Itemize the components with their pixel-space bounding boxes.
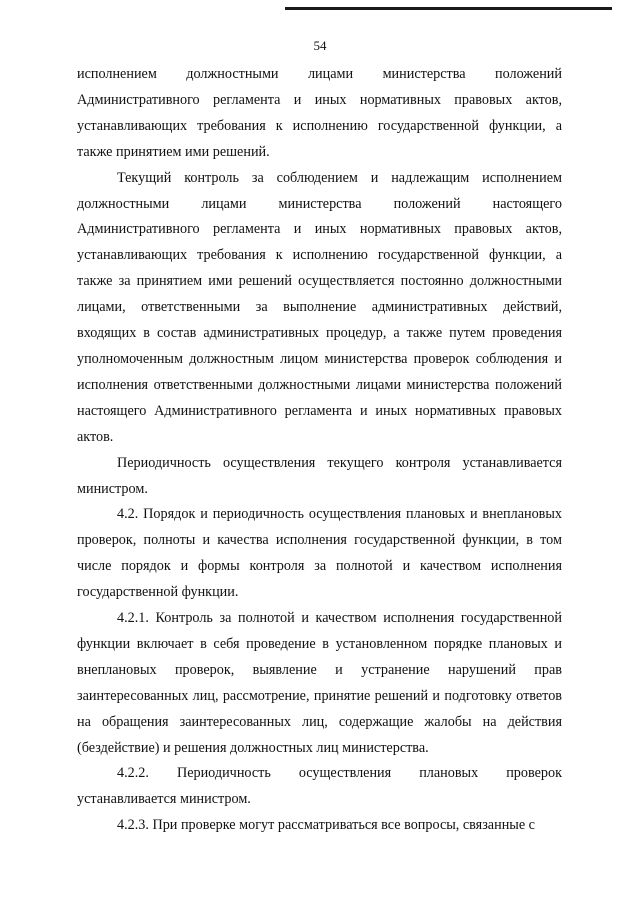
top-rule: [285, 7, 612, 10]
paragraph-4-2-2: 4.2.2. Периодичность осуществления плановых проверок устанавливается министром.: [77, 765, 562, 808]
paragraph-4-2-3: 4.2.3. При проверке могут рассматриваться все вопросы, связанные с: [117, 817, 535, 834]
page-number: 54: [313, 38, 327, 53]
document-body: [77, 62, 562, 839]
paragraph-4-2-1: 4.2.1. Контроль за полнотой и качеством исполнения государственной функции включает в себя проведение в установленном порядке плановых и внеплановых проверок, выявление и устранение нарушений прав заинтересованных лиц, рассмотрение, принятие решений и подготовку ответов на обращения заинтересованных лиц, содержащие жалобы на действия (бездействие) и решения должностных лиц министерства.: [77, 610, 562, 756]
paragraph-continuation: исполнением должностными лицами министерства положений Административного регламента и иных нормативных правовых актов, устанавливающих требования к исполнению государственной функции, а также принятием ими решений.: [77, 66, 562, 160]
paragraph-periodicity: Периодичность осуществления текущего контроля устанавливается министром.: [77, 454, 562, 497]
paragraph-4-2: 4.2. Порядок и периодичность осуществления плановых и внеплановых проверок, полноты и качества исполнения государственной функции, в том числе порядок и формы контроля за полнотой и качеством исполнения государственной функции.: [77, 506, 562, 601]
paragraph-current-control: Текущий контроль за соблюдением и надлежащим исполнением должностными лицами министерства положений настоящего Административного регламента и иных нормативных правовых актов, устанавливающих требования к исполнению государственной функции, а также за принятием ими решений осуществляется постоянно должностными лицами, ответственными за выполнение административных действий, входящих в состав административных процедур, а также путем проведения уполномоченным должностным лицом министерства проверок соблюдения и исполнения ответственными должностными лицами министерства положений настоящего Административного регламента и иных нормативных правовых актов.: [77, 169, 562, 445]
